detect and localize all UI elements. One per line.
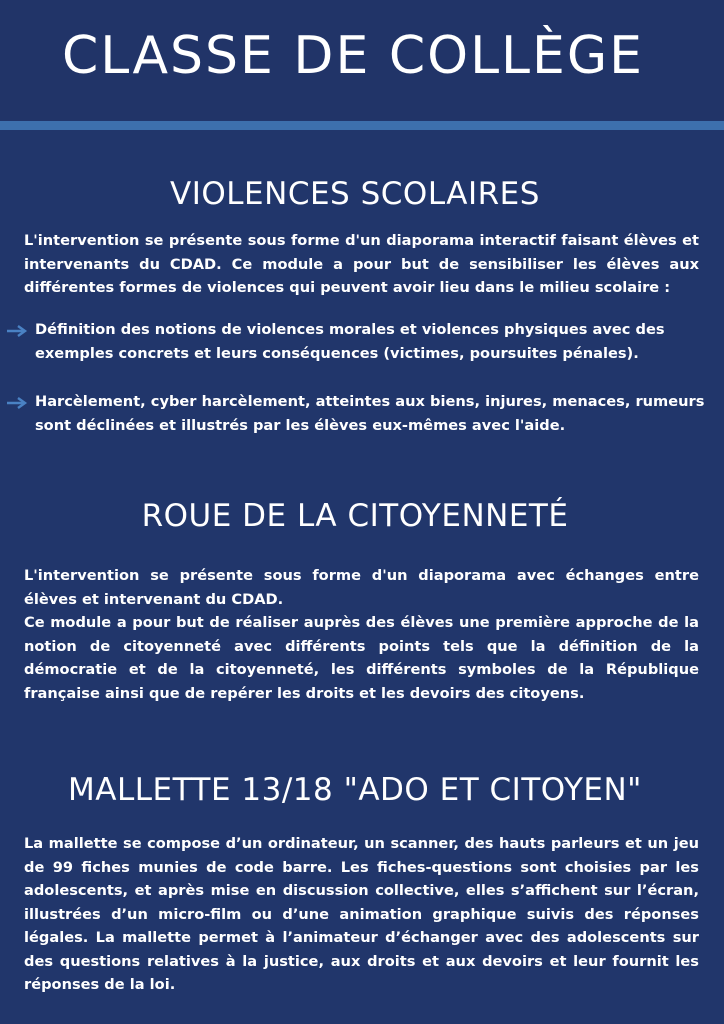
page-title: CLASSE DE COLLÈGE [61,26,645,86]
citoyennete-para-1: L'intervention se présente sous forme d'un diaporama avec échanges entre élèves et intervenant du CDAD. [24,567,699,608]
header-divider [0,121,724,130]
section-title-citoyennete: ROUE DE LA CITOYENNETÉ [141,498,569,534]
section-title-mallette: MALLETTE 13/18 "ADO ET CITOYEN" [68,772,642,808]
citoyennete-para-2: Ce module a pour but de réaliser auprès des élèves une première approche de la notion de citoyenneté avec différents points tels que la définition de la démocratie et de la citoyenneté, les différents symboles de la République française ainsi que de repérer les droits et les devoirs des citoyens. [24,614,699,702]
section-mallette-body [24,832,699,997]
bullet-item-1 [7,318,707,365]
bullet-item-2 [7,390,707,437]
section-violences-intro [24,229,699,300]
section-citoyennete-body [24,564,699,705]
arrow-right-icon [7,390,35,410]
bullet-text: Harcèlement, cyber harcèlement, atteintes aux biens, injures, menaces, rumeurs sont déclinées et illustrés par les élèves eux-mêmes avec l'aide. [35,393,705,434]
section-title-violences: VIOLENCES SCOLAIRES [170,176,540,212]
arrow-right-icon [7,318,35,338]
violences-intro-text: L'intervention se présente sous forme d'un diaporama interactif faisant élèves et intervenants du CDAD. Ce module a pour but de sensibiliser les élèves aux différentes formes de violences qui peuvent avoir lieu dans le milieu scolaire : [24,232,699,296]
mallette-text: La mallette se compose d’un ordinateur, un scanner, des hauts parleurs et un jeu de 99 fiches munies de code barre. Les fiches-questions sont choisies par les adolescents, et après mise en discussion collective, elles s’affichent sur l’écran, illustrées d’un micro-film ou d’une animation graphique suivis des réponses légales. La mallette permet à l’animateur d’échanger avec des adolescents sur des questions relatives à la justice, aux droits et aux devoirs et leur fournit les réponses de la loi. [24,835,699,993]
bullet-text: Définition des notions de violences morales et violences physiques avec des exemples concrets et leurs conséquences (victimes, poursuites pénales). [35,321,665,362]
